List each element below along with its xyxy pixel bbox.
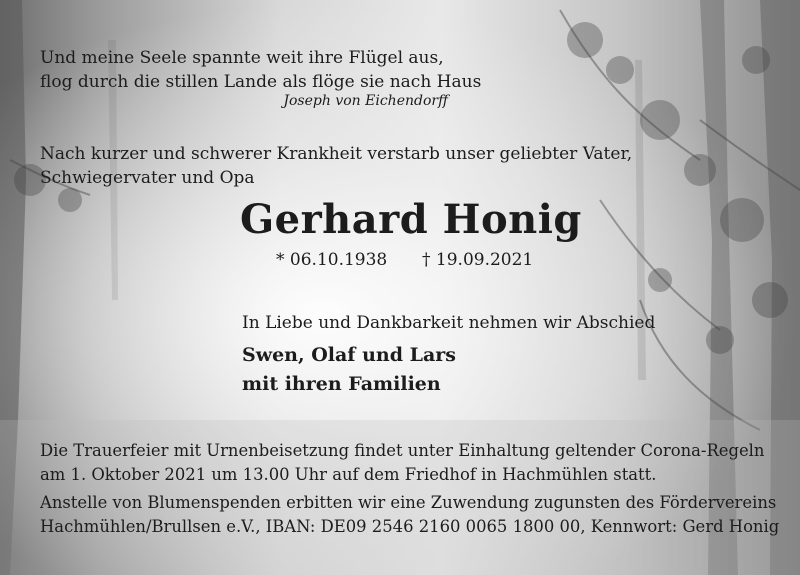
death-date: † 19.09.2021 <box>422 250 534 270</box>
intro-line-1: Nach kurzer und schwerer Krankheit verstarb unser geliebter Vater, <box>40 144 633 164</box>
intro-line-2: Schwiegervater und Opa <box>40 168 255 188</box>
poem-author: Joseph von Eichendorff <box>283 93 448 109</box>
mourners-line-2: mit ihren Familien <box>242 373 441 395</box>
funeral-info <box>40 439 765 487</box>
poem-line-1: Und meine Seele spannte weit ihre Flügel aus, <box>40 48 444 68</box>
farewell-text: In Liebe und Dankbarkeit nehmen wir Abschied <box>242 313 656 333</box>
funeral-line-1: Die Trauerfeier mit Urnenbeisetzung findet unter Einhaltung geltender Corona-Regeln <box>40 441 765 460</box>
funeral-line-2: am 1. Oktober 2021 um 13.00 Uhr auf dem Friedhof in Hachmühlen statt. <box>40 465 657 484</box>
poem-quote <box>40 46 481 94</box>
deceased-name: Gerhard Honig <box>240 196 582 243</box>
donation-info <box>40 491 779 539</box>
poem-line-2: flog durch die stillen Lande als flöge sie nach Haus <box>40 72 482 92</box>
intro-text <box>40 142 632 190</box>
donation-line-1: Anstelle von Blumenspenden erbitten wir eine Zuwendung zugunsten des Fördervereins <box>40 493 777 512</box>
donation-line-2: Hachmühlen/Brullsen e.V., IBAN: DE09 2546 2160 0065 1800 00, Kennwort: Gerd Honig <box>40 517 780 536</box>
mourners-line-1: Swen, Olaf und Lars <box>242 344 456 366</box>
birth-date: * 06.10.1938 <box>276 250 388 270</box>
